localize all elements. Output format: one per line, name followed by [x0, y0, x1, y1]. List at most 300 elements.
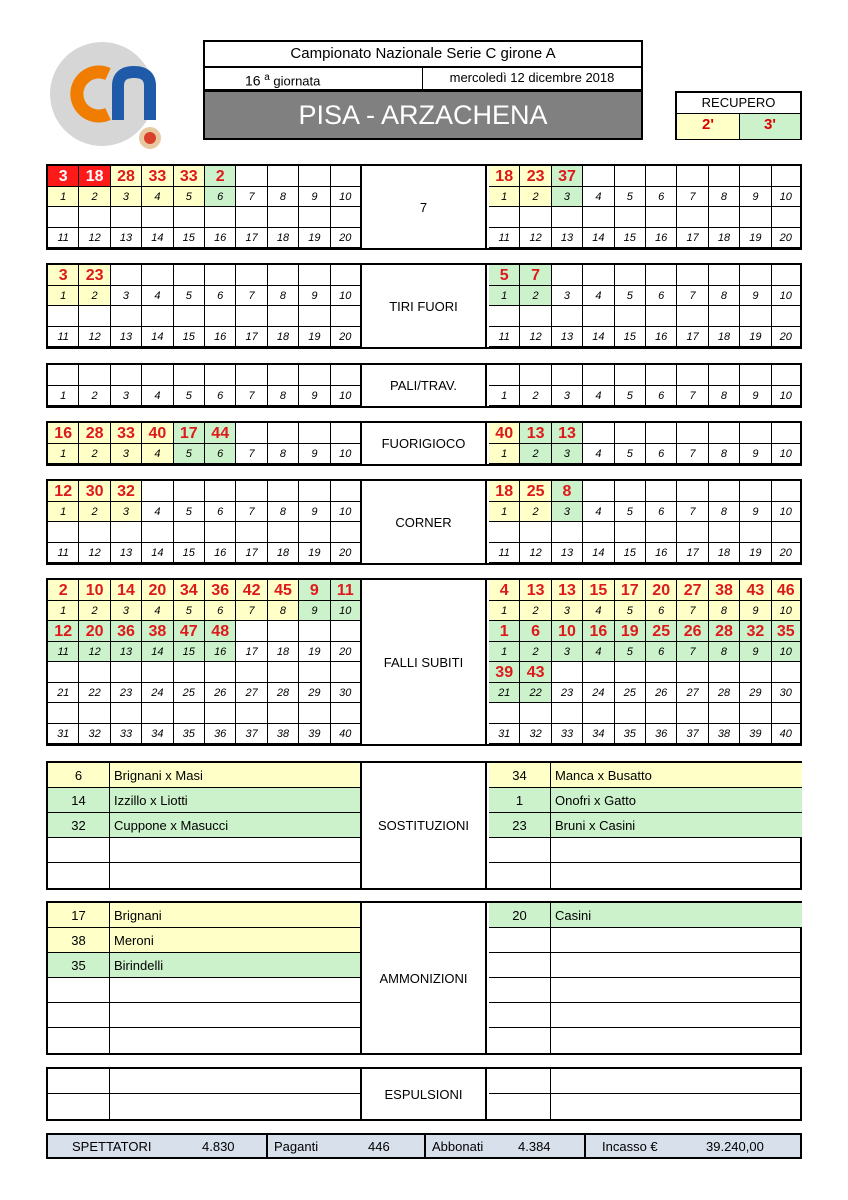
corner-home-slot-number: 6: [205, 502, 236, 522]
falli-away-slot-number: 2: [520, 601, 551, 621]
corner-away-slot-number: 8: [709, 502, 740, 522]
falli-away-slot-number: 5: [615, 642, 646, 662]
tiri_fuori-away-slot-number: 5: [615, 286, 646, 306]
espulsioni-away-minute: [489, 1069, 551, 1094]
falli-away-slot-number: 8: [709, 601, 740, 621]
tiri-home-slot-number: 12: [79, 228, 110, 248]
tiri_fuori-home-slot-number: 5: [174, 286, 205, 306]
falli-away-slot-number: 7: [677, 642, 708, 662]
pali-away-value-cell: [583, 365, 614, 386]
falli-home-slot-number: 3: [111, 601, 142, 621]
falli-home-slot-number: 30: [331, 683, 360, 703]
falli-home-value-cell: [299, 621, 330, 642]
corner-home-slot-number: 4: [142, 502, 173, 522]
tiri-away-slot-number: 18: [709, 228, 740, 248]
falli-home-slot-number: 27: [236, 683, 267, 703]
tiri_fuori-away-slot-number: 12: [520, 327, 551, 347]
tiri_fuori-home-value-cell: [111, 306, 142, 327]
falli-away-slot-number: 40: [772, 724, 800, 744]
corner-away-slot-number: 15: [615, 543, 646, 563]
pali-home-value-cell: [299, 365, 330, 386]
falli-home-value-cell: [236, 703, 267, 724]
fuorigioco-away-slot-number: 4: [583, 444, 614, 464]
tiri-home-value-cell: [142, 207, 173, 228]
corner-away-slot-number: 11: [489, 543, 520, 563]
tiri_fuori-home-value-cell: [142, 265, 173, 286]
tiri_fuori-away-slot-number: 18: [709, 327, 740, 347]
tiri_fuori-home-value-cell: [79, 306, 110, 327]
ammonizioni-home-minute: [48, 1003, 110, 1028]
sostituzioni-home-minute: [48, 838, 110, 863]
tiri-home-slot-number: 2: [79, 187, 110, 207]
falli-away-slot-number: 26: [646, 683, 677, 703]
falli-home-value-cell: 12: [48, 621, 79, 642]
recupero-second-half: 3': [740, 114, 800, 139]
fuorigioco-away-slot-number: 1: [489, 444, 520, 464]
falli-home-slot-number: 35: [174, 724, 205, 744]
sostituzioni-away-minute: [489, 838, 551, 863]
tiri_fuori-home-value-cell: 3: [48, 265, 79, 286]
tiri_fuori-home-value-cell: [331, 306, 360, 327]
tiri-home-value-cell: [331, 207, 360, 228]
corner-away-slot-number: 4: [583, 502, 614, 522]
falli-home-value-cell: [111, 662, 142, 683]
tiri-home-value-cell: [205, 207, 236, 228]
sostituzioni-home-minute: 14: [48, 788, 110, 813]
corner-away-value-cell: [677, 481, 708, 502]
ammonizioni-away-minute: [489, 928, 551, 953]
corner-home-slot-number: 16: [205, 543, 236, 563]
sostituzioni-home-minute: 6: [48, 763, 110, 788]
tiri_fuori-home-slot-number: 11: [48, 327, 79, 347]
tiri_fuori-away-value-cell: [615, 306, 646, 327]
fuorigioco-home-value-cell: 33: [111, 423, 142, 444]
tiri-away-value-cell: [520, 207, 551, 228]
ammonizioni-home-player: [110, 978, 360, 1003]
falli-away-value-cell: 16: [583, 621, 614, 642]
corner-home-value-cell: 32: [111, 481, 142, 502]
espulsioni-away-minute: [489, 1094, 551, 1119]
tiri-away-value-cell: 37: [552, 166, 583, 187]
corner-home-slot-number: 9: [299, 502, 330, 522]
corner-away-value-cell: [615, 481, 646, 502]
tiri_fuori-away-value-cell: [709, 265, 740, 286]
tiri_fuori-home-slot-number: 19: [299, 327, 330, 347]
corner-home-slot-number: 14: [142, 543, 173, 563]
falli-away-slot-number: 22: [520, 683, 551, 703]
falli-away-value-cell: [646, 703, 677, 724]
fuorigioco-home-value-cell: 16: [48, 423, 79, 444]
espulsioni-table: [46, 1067, 802, 1121]
footer-divider: [266, 1135, 268, 1157]
falli-home-value-cell: 34: [174, 580, 205, 601]
tiri-home-slot-number: 20: [331, 228, 360, 248]
sostituzioni-label: SOSTITUZIONI: [360, 761, 487, 890]
corner-away-value-cell: [646, 481, 677, 502]
fuorigioco-home-value-cell: [331, 423, 360, 444]
ammonizioni-label: AMMONIZIONI: [360, 901, 487, 1055]
corner-home-slot-number: 18: [268, 543, 299, 563]
falli-away-value-cell: 43: [740, 580, 771, 601]
tiri-away-value-cell: [709, 166, 740, 187]
falli-away-slot-number: 29: [740, 683, 771, 703]
tiri_fuori-away-value-cell: [740, 306, 771, 327]
tiri_fuori-home-slot-number: 14: [142, 327, 173, 347]
tiri-home-value-cell: [236, 207, 267, 228]
falli-home-slot-number: 4: [142, 601, 173, 621]
corner-away-slot-number: 16: [646, 543, 677, 563]
corner-home-value-cell: [48, 522, 79, 543]
falli-home-slot-number: 12: [79, 642, 110, 662]
tiri-away-slot-number: 11: [489, 228, 520, 248]
tiri-home-slot-number: 11: [48, 228, 79, 248]
corner-home-value-cell: [142, 522, 173, 543]
falli-home-slot-number: 25: [174, 683, 205, 703]
falli-home-value-cell: [205, 703, 236, 724]
falli-away-slot-number: 39: [740, 724, 771, 744]
tiri_fuori-home-slot-number: 3: [111, 286, 142, 306]
falli-away-value-cell: 43: [520, 662, 551, 683]
tiri-away-slot-number: 3: [552, 187, 583, 207]
tiri-home-value-cell: 2: [205, 166, 236, 187]
falli-home-value-cell: [268, 621, 299, 642]
pali-home-slot-number: 8: [268, 386, 299, 406]
tiri-home-value-cell: [236, 166, 267, 187]
falli-away-value-cell: [552, 703, 583, 724]
tiri_fuori-away-value-cell: [552, 265, 583, 286]
fuorigioco-away-slot-number: 3: [552, 444, 583, 464]
corner-block: [46, 479, 802, 565]
corner-away-slot-number: 18: [709, 543, 740, 563]
falli-home-slot-number: 26: [205, 683, 236, 703]
falli-home-slot-number: 5: [174, 601, 205, 621]
pali-home-slot-number: 10: [331, 386, 360, 406]
corner-home-value-cell: [299, 481, 330, 502]
tiri-away-value-cell: 18: [489, 166, 520, 187]
fuorigioco-away-value-cell: [615, 423, 646, 444]
pali-home-slot-number: 7: [236, 386, 267, 406]
falli-home-value-cell: [331, 703, 360, 724]
falli-home-slot-number: 22: [79, 683, 110, 703]
corner-home-slot-number: 2: [79, 502, 110, 522]
corner-home-value-cell: [205, 522, 236, 543]
fuorigioco-home-value-cell: 28: [79, 423, 110, 444]
corner-away-value-cell: [615, 522, 646, 543]
corner-label: CORNER: [360, 479, 487, 565]
fuorigioco-home-slot-number: 8: [268, 444, 299, 464]
pali-home-value-cell: [79, 365, 110, 386]
sostituzioni-home-minute: 32: [48, 813, 110, 838]
tiri_fuori-home-slot-number: 6: [205, 286, 236, 306]
ammonizioni-home-minute: [48, 978, 110, 1003]
corner-away-slot-number: 9: [740, 502, 771, 522]
attendance-footer: [46, 1133, 802, 1159]
fuorigioco-home-value-cell: [236, 423, 267, 444]
falli-home-slot-number: 19: [299, 642, 330, 662]
falli-away-slot-number: 4: [583, 601, 614, 621]
sostituzioni-away-minute: [489, 863, 551, 888]
ammonizioni-away-minute: [489, 978, 551, 1003]
pali-home-slot-number: 1: [48, 386, 79, 406]
tiri_fuori-away-slot-number: 2: [520, 286, 551, 306]
corner-away-value-cell: [646, 522, 677, 543]
corner-away-value-cell: [583, 481, 614, 502]
corner-away-slot-number: 12: [520, 543, 551, 563]
corner-away-value-cell: [552, 522, 583, 543]
sostituzioni-away-player: Manca x Busatto: [551, 763, 802, 788]
tiri-home-slot-number: 16: [205, 228, 236, 248]
falli-away-slot-number: 36: [646, 724, 677, 744]
falli-away-slot-number: 4: [583, 642, 614, 662]
corner-away-slot-number: 6: [646, 502, 677, 522]
falli-home-value-cell: 20: [79, 621, 110, 642]
pali-away-slot-number: 1: [489, 386, 520, 406]
corner-home-value-cell: [79, 522, 110, 543]
tiri_fuori-home-slot-number: 8: [268, 286, 299, 306]
espulsioni-away-player: [551, 1069, 802, 1094]
tiri-away-value-cell: [583, 207, 614, 228]
sostituzioni-table: [46, 761, 802, 890]
corner-home-slot-number: 5: [174, 502, 205, 522]
pali-away-value-cell: [646, 365, 677, 386]
corner-home-value-cell: 12: [48, 481, 79, 502]
tiri-away-slot-number: 12: [520, 228, 551, 248]
tiri_fuori-label: TIRI FUORI: [360, 263, 487, 349]
corner-away-value-cell: [740, 481, 771, 502]
tiri-home-slot-number: 6: [205, 187, 236, 207]
corner-home-slot-number: 8: [268, 502, 299, 522]
falli-home-value-cell: [142, 662, 173, 683]
ammonizioni-away-minute: [489, 953, 551, 978]
falli-away-value-cell: 13: [520, 580, 551, 601]
falli-away-slot-number: 9: [740, 642, 771, 662]
falli-away-value-cell: [677, 703, 708, 724]
falli-away-value-cell: 15: [583, 580, 614, 601]
fuorigioco-away-value-cell: [709, 423, 740, 444]
falli-away-slot-number: 28: [709, 683, 740, 703]
pali-away-slot-number: 7: [677, 386, 708, 406]
espulsioni-home-minute: [48, 1069, 110, 1094]
falli-home-value-cell: 47: [174, 621, 205, 642]
falli-home-slot-number: 32: [79, 724, 110, 744]
falli-home-value-cell: [205, 662, 236, 683]
tiri_fuori-home-slot-number: 20: [331, 327, 360, 347]
tiri-home-value-cell: [48, 207, 79, 228]
ammonizioni-home-player: [110, 1028, 360, 1053]
tiri-home-slot-number: 3: [111, 187, 142, 207]
tiri-home-slot-number: 10: [331, 187, 360, 207]
sostituzioni-home-player: [110, 838, 360, 863]
tiri-away-value-cell: [772, 207, 800, 228]
ammonizioni-table: [46, 901, 802, 1055]
tiri_fuori-away-slot-number: 8: [709, 286, 740, 306]
falli-away-slot-number: 38: [709, 724, 740, 744]
tiri-home-slot-number: 13: [111, 228, 142, 248]
fuorigioco-home-slot-number: 2: [79, 444, 110, 464]
falli-away-value-cell: 27: [677, 580, 708, 601]
tiri-home-value-cell: [299, 207, 330, 228]
fuorigioco-away-value-cell: [646, 423, 677, 444]
fuorigioco-home-value-cell: 40: [142, 423, 173, 444]
falli-away-slot-number: 1: [489, 642, 520, 662]
pali-home-value-cell: [331, 365, 360, 386]
falli-home-slot-number: 6: [205, 601, 236, 621]
corner-away-slot-number: 2: [520, 502, 551, 522]
falli-home-value-cell: 48: [205, 621, 236, 642]
abbonati-label: Abbonati: [432, 1138, 484, 1154]
tiri-away-slot-number: 13: [552, 228, 583, 248]
falli-home-slot-number: 23: [111, 683, 142, 703]
tiri_fuori-home-value-cell: [205, 265, 236, 286]
tiri_fuori-away-slot-number: 15: [615, 327, 646, 347]
tiri-away-value-cell: [740, 166, 771, 187]
falli-home-slot-number: 24: [142, 683, 173, 703]
pali-away-value-cell: [489, 365, 520, 386]
falli-home-value-cell: [236, 621, 267, 642]
ammonizioni-away-player: [551, 978, 802, 1003]
tiri-away-value-cell: [646, 166, 677, 187]
tiri-home-value-cell: [174, 207, 205, 228]
falli-home-value-cell: [299, 662, 330, 683]
footer-divider: [584, 1135, 586, 1157]
falli-away-value-cell: [772, 662, 800, 683]
falli-home-slot-number: 9: [299, 601, 330, 621]
paganti-label: Paganti: [274, 1138, 319, 1154]
corner-home-value-cell: [142, 481, 173, 502]
falli-home-slot-number: 16: [205, 642, 236, 662]
falli-away-value-cell: [583, 662, 614, 683]
falli-home-value-cell: [48, 703, 79, 724]
falli-away-value-cell: 25: [646, 621, 677, 642]
tiri_fuori-away-slot-number: 7: [677, 286, 708, 306]
falli-home-value-cell: 10: [79, 580, 110, 601]
ammonizioni-home-player: Birindelli: [110, 953, 360, 978]
tiri_fuori-home-slot-number: 16: [205, 327, 236, 347]
tiri-home-value-cell: [299, 166, 330, 187]
fuorigioco-home-value-cell: [299, 423, 330, 444]
corner-home-slot-number: 17: [236, 543, 267, 563]
corner-away-slot-number: 1: [489, 502, 520, 522]
tiri_fuori-home-value-cell: 23: [79, 265, 110, 286]
tiri_fuori-away-value-cell: [615, 265, 646, 286]
footer-divider: [424, 1135, 426, 1157]
fuorigioco-away-slot-number: 2: [520, 444, 551, 464]
falli-away-slot-number: 25: [615, 683, 646, 703]
falli-home-value-cell: [174, 662, 205, 683]
corner-away-slot-number: 17: [677, 543, 708, 563]
falli-away-slot-number: 1: [489, 601, 520, 621]
corner-away-value-cell: [583, 522, 614, 543]
tiri_fuori-away-slot-number: 10: [772, 286, 800, 306]
spettatori-value: 4.830: [202, 1138, 235, 1154]
pali-away-slot-number: 6: [646, 386, 677, 406]
espulsioni-home-minute: [48, 1094, 110, 1119]
fuorigioco-away-slot-number: 5: [615, 444, 646, 464]
tiri-home-slot-number: 7: [236, 187, 267, 207]
pali-home-value-cell: [268, 365, 299, 386]
fuorigioco-away-value-cell: [772, 423, 800, 444]
tiri_fuori-away-value-cell: [583, 306, 614, 327]
corner-home-slot-number: 12: [79, 543, 110, 563]
tiri_fuori-away-value-cell: [646, 265, 677, 286]
sostituzioni-away-player: Bruni x Casini: [551, 813, 802, 838]
falli-home-slot-number: 10: [331, 601, 360, 621]
falli-away-value-cell: 46: [772, 580, 800, 601]
corner-home-value-cell: [299, 522, 330, 543]
falli-away-slot-number: 5: [615, 601, 646, 621]
corner-away-value-cell: [677, 522, 708, 543]
falli-home-slot-number: 33: [111, 724, 142, 744]
ammonizioni-away-player: [551, 1003, 802, 1028]
tiri_fuori-away-slot-number: 6: [646, 286, 677, 306]
falli-away-value-cell: 20: [646, 580, 677, 601]
falli-home-value-cell: 38: [142, 621, 173, 642]
tiri-home-value-cell: 18: [79, 166, 110, 187]
sostituzioni-home-player: [110, 863, 360, 888]
falli-away-slot-number: 33: [552, 724, 583, 744]
corner-away-value-cell: [740, 522, 771, 543]
tiri_fuori-home-slot-number: 17: [236, 327, 267, 347]
fuorigioco-home-slot-number: 6: [205, 444, 236, 464]
sostituzioni-away-minute: 1: [489, 788, 551, 813]
incasso-label: Incasso €: [602, 1138, 658, 1154]
sostituzioni-away-player: [551, 863, 802, 888]
falli-home-slot-number: 15: [174, 642, 205, 662]
falli-away-slot-number: 30: [772, 683, 800, 703]
fuorigioco-away-value-cell: [677, 423, 708, 444]
tiri-home-value-cell: [331, 166, 360, 187]
falli-away-value-cell: 19: [615, 621, 646, 642]
falli-home-value-cell: 20: [142, 580, 173, 601]
falli-away-value-cell: 35: [772, 621, 800, 642]
ammonizioni-home-player: Brignani: [110, 903, 360, 928]
tiri-home-slot-number: 15: [174, 228, 205, 248]
falli-home-value-cell: 14: [111, 580, 142, 601]
falli-away-value-cell: [709, 662, 740, 683]
falli-away-value-cell: [552, 662, 583, 683]
tiri-home-value-cell: [79, 207, 110, 228]
pali-home-slot-number: 5: [174, 386, 205, 406]
corner-away-value-cell: 8: [552, 481, 583, 502]
tiri_fuori-away-value-cell: 5: [489, 265, 520, 286]
tiri-away-value-cell: [677, 207, 708, 228]
falli-home-slot-number: 20: [331, 642, 360, 662]
corner-home-value-cell: [236, 481, 267, 502]
tiri-home-value-cell: [111, 207, 142, 228]
falli-away-slot-number: 10: [772, 601, 800, 621]
tiri-away-value-cell: [615, 166, 646, 187]
fuorigioco-home-slot-number: 4: [142, 444, 173, 464]
fuorigioco-home-value-cell: 17: [174, 423, 205, 444]
falli-away-slot-number: 27: [677, 683, 708, 703]
corner-away-value-cell: 18: [489, 481, 520, 502]
corner-home-slot-number: 7: [236, 502, 267, 522]
corner-away-slot-number: 13: [552, 543, 583, 563]
tiri_fuori-home-slot-number: 12: [79, 327, 110, 347]
falli-away-slot-number: 9: [740, 601, 771, 621]
corner-away-slot-number: 14: [583, 543, 614, 563]
logo: [46, 42, 166, 154]
tiri_fuori-away-slot-number: 9: [740, 286, 771, 306]
falli-away-slot-number: 35: [615, 724, 646, 744]
falli-home-value-cell: 36: [205, 580, 236, 601]
tiri-home-value-cell: 3: [48, 166, 79, 187]
tiri-away-slot-number: 17: [677, 228, 708, 248]
ammonizioni-home-player: Meroni: [110, 928, 360, 953]
ammonizioni-away-minute: [489, 1003, 551, 1028]
pali-away-slot-number: 9: [740, 386, 771, 406]
tiri_fuori-away-slot-number: 11: [489, 327, 520, 347]
